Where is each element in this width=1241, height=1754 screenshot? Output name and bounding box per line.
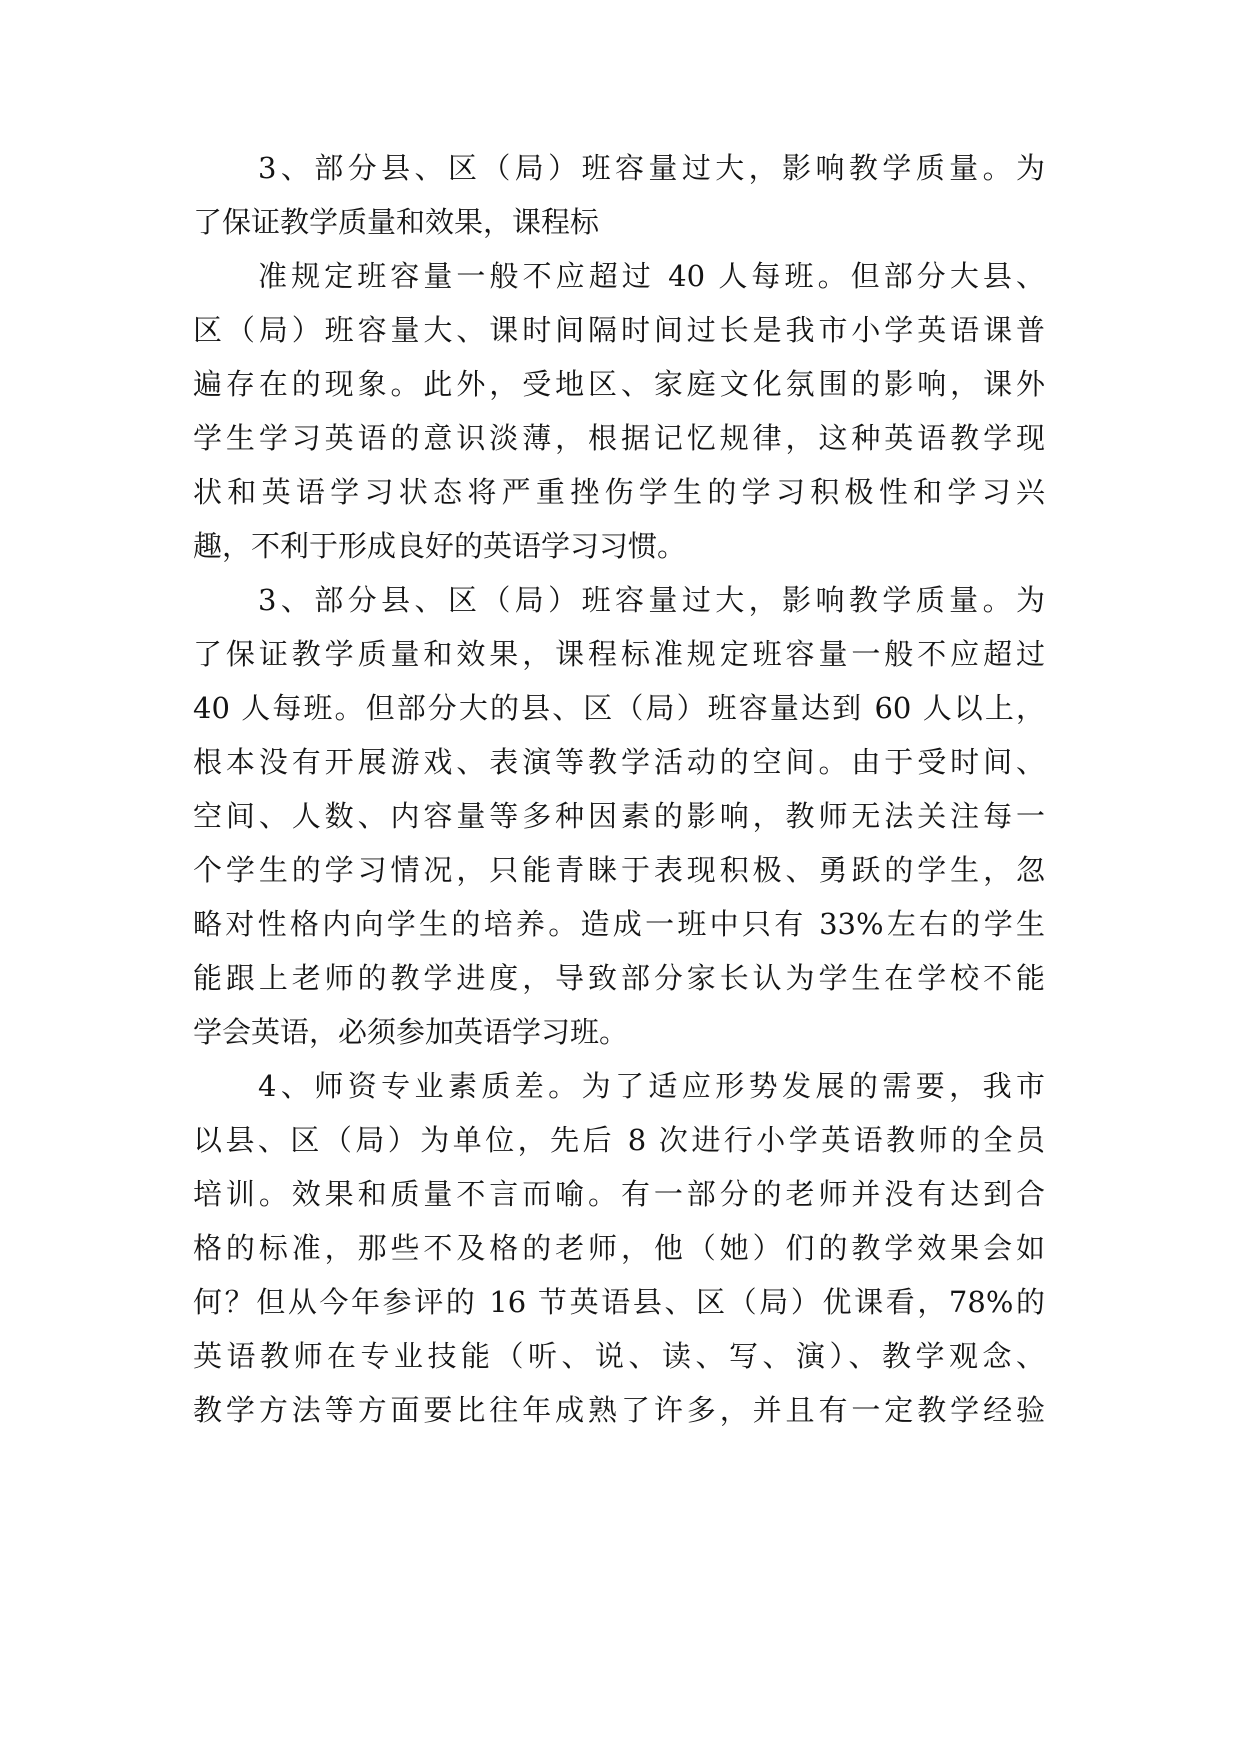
- text-line: 40 人每班。但部分大的县、区（局）班容量达到 60 人以上，: [193, 691, 1045, 725]
- text-line: 趣，不利于形成良好的英语学习习惯。: [193, 529, 687, 563]
- text-line: 学会英语，必须参加英语学习班。: [193, 1015, 629, 1049]
- text-line: 教学方法等方面要比往年成熟了许多，并且有一定教学经验: [193, 1393, 1045, 1427]
- paragraph-class-size-2: [193, 573, 1045, 1059]
- text-line: 培训。效果和质量不言而喻。有一部分的老师并没有达到合: [193, 1177, 1045, 1211]
- text-line: 格的标准，那些不及格的老师，他（她）们的教学效果会如: [193, 1231, 1045, 1265]
- document-body: [193, 141, 1045, 1437]
- text-line: 3、部分县、区（局）班容量过大，影响教学质量。为: [258, 583, 1045, 617]
- paragraph-teacher-quality: [193, 1059, 1045, 1437]
- text-line: 了保证教学质量和效果，课程标: [193, 205, 600, 239]
- text-line: 学生学习英语的意识淡薄，根据记忆规律，这种英语教学现: [193, 421, 1045, 455]
- text-line: 能跟上老师的教学进度，导致部分家长认为学生在学校不能: [193, 961, 1045, 995]
- text-line: 空间、人数、内容量等多种因素的影响，教师无法关注每一: [193, 799, 1045, 833]
- text-line: 略对性格内向学生的培养。造成一班中只有 33%左右的学生: [193, 907, 1045, 941]
- text-line: 遍存在的现象。此外，受地区、家庭文化氛围的影响，课外: [193, 367, 1045, 401]
- paragraph-class-size-standard: [193, 249, 1045, 573]
- text-line: 英语教师在专业技能（听、说、读、写、演）、教学观念、: [193, 1339, 1045, 1373]
- text-line: 3、部分县、区（局）班容量过大，影响教学质量。为: [258, 151, 1045, 185]
- paragraph-class-size-1: [193, 141, 1045, 249]
- text-line: 区（局）班容量大、课时间隔时间过长是我市小学英语课普: [193, 313, 1045, 347]
- text-line: 4、师资专业素质差。为了适应形势发展的需要，我市: [258, 1069, 1045, 1103]
- text-line: 了保证教学质量和效果，课程标准规定班容量一般不应超过: [193, 637, 1045, 671]
- text-line: 何？但从今年参评的 16 节英语县、区（局）优课看，78%的: [193, 1285, 1045, 1319]
- text-line: 准规定班容量一般不应超过 40 人每班。但部分大县、: [258, 259, 1045, 293]
- text-line: 状和英语学习状态将严重挫伤学生的学习积极性和学习兴: [193, 475, 1045, 509]
- text-line: 以县、区（局）为单位，先后 8 次进行小学英语教师的全员: [193, 1123, 1045, 1157]
- text-line: 个学生的学习情况，只能青睐于表现积极、勇跃的学生，忽: [193, 853, 1045, 887]
- text-line: 根本没有开展游戏、表演等教学活动的空间。由于受时间、: [193, 745, 1045, 779]
